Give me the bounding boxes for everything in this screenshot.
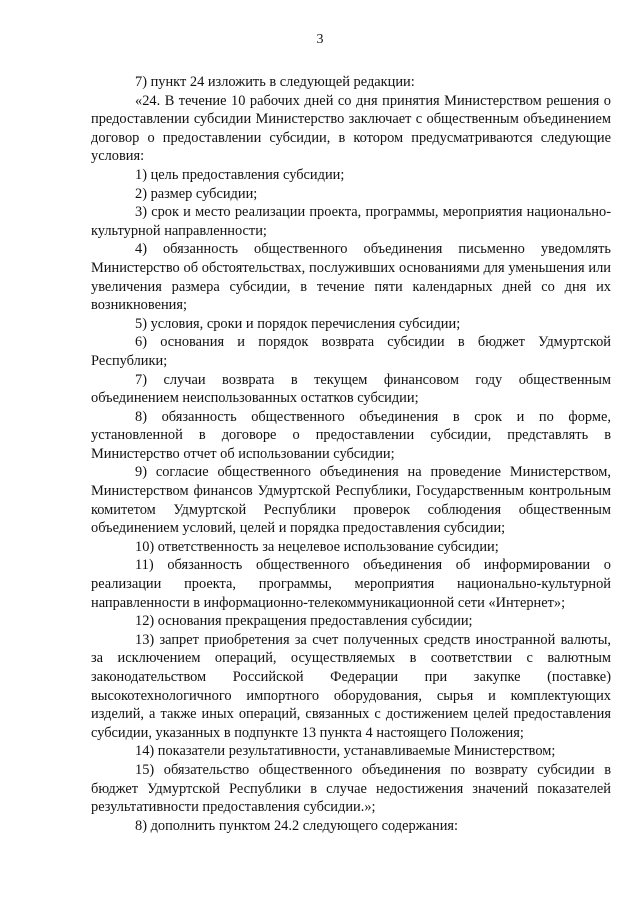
condition-9: 9) согласие общественного объединения на проведение Министерством, Министерством финансов Удмуртской Республики, Государственным контрольным комитетом Удмуртской Республики проверок соблюдения общественным объединением условий, целей и порядка предоставления субсидии; xyxy=(91,464,611,537)
condition-11: 11) обязанность общественного объединения об информировании о реализации проекта, программы, мероприятия национально-культурной направленности в информационно-телекоммуникационной сети «Интернет»; xyxy=(91,557,611,611)
clause-24-intro: «24. В течение 10 рабочих дней со дня принятия Министерством решения о предоставлении субсидии Министерство заключает с общественным объединением договор о предоставлении субсидии, в котором предусматриваются следующие условия: xyxy=(91,92,611,165)
condition-3: 3) срок и место реализации проекта, программы, мероприятия национально-культурной направленности; xyxy=(91,204,611,239)
page-number: 3 xyxy=(316,32,324,47)
condition-7: 7) случаи возврата в текущем финансовом году общественным объединением неиспользованных остатков субсидии; xyxy=(91,371,611,407)
condition-12: 12) основания прекращения предоставления субсидии; xyxy=(135,613,473,630)
condition-14: 14) показатели результативности, устанавливаемые Министерством; xyxy=(135,743,556,760)
condition-10: 10) ответственность за нецелевое использование субсидии; xyxy=(135,538,499,555)
document-body xyxy=(91,73,611,835)
condition-1: 1) цель предоставления субсидии; xyxy=(135,166,345,183)
condition-15: 15) обязательство общественного объединения по возврату субсидии в бюджет Удмуртской Республики в случае недостижения значений показателей результативности предоставления субсидии.»; xyxy=(91,761,611,816)
condition-5: 5) условия, сроки и порядок перечисления субсидии; xyxy=(135,315,461,332)
amendment-item-8: 8) дополнить пунктом 24.2 следующего содержания: xyxy=(135,817,459,834)
condition-4: 4) обязанность общественного объединения письменно уведомлять Министерство об обстоятельствах, послуживших основаниями для уменьшения или увеличения размера субсидии, в течение пяти календарных дней со дня их возникновения; xyxy=(91,241,611,314)
condition-6: 6) основания и порядок возврата субсидии в бюджет Удмуртской Республики; xyxy=(91,334,611,369)
condition-13: 13) запрет приобретения за счет полученных средств иностранной валюты, за исключением операций, осуществляемых в соответствии с валютным законодательством Российской Федерации при закупке (поставке) высокотехнологичного импортного оборудования, сырья и комплектующих изделий, а также иных операций, связанных с достижением целей предоставления субсидии, указанных в подпункте 13 пункта 4 настоящего Положения; xyxy=(91,631,611,741)
amendment-item-7: 7) пункт 24 изложить в следующей редакции: xyxy=(135,74,415,90)
condition-8: 8) обязанность общественного объединения в срок и по форме, установленной в договоре о предоставлении субсидии, представлять в Министерство отчет об использовании субсидии; xyxy=(91,408,611,462)
condition-2: 2) размер субсидии; xyxy=(135,185,258,202)
